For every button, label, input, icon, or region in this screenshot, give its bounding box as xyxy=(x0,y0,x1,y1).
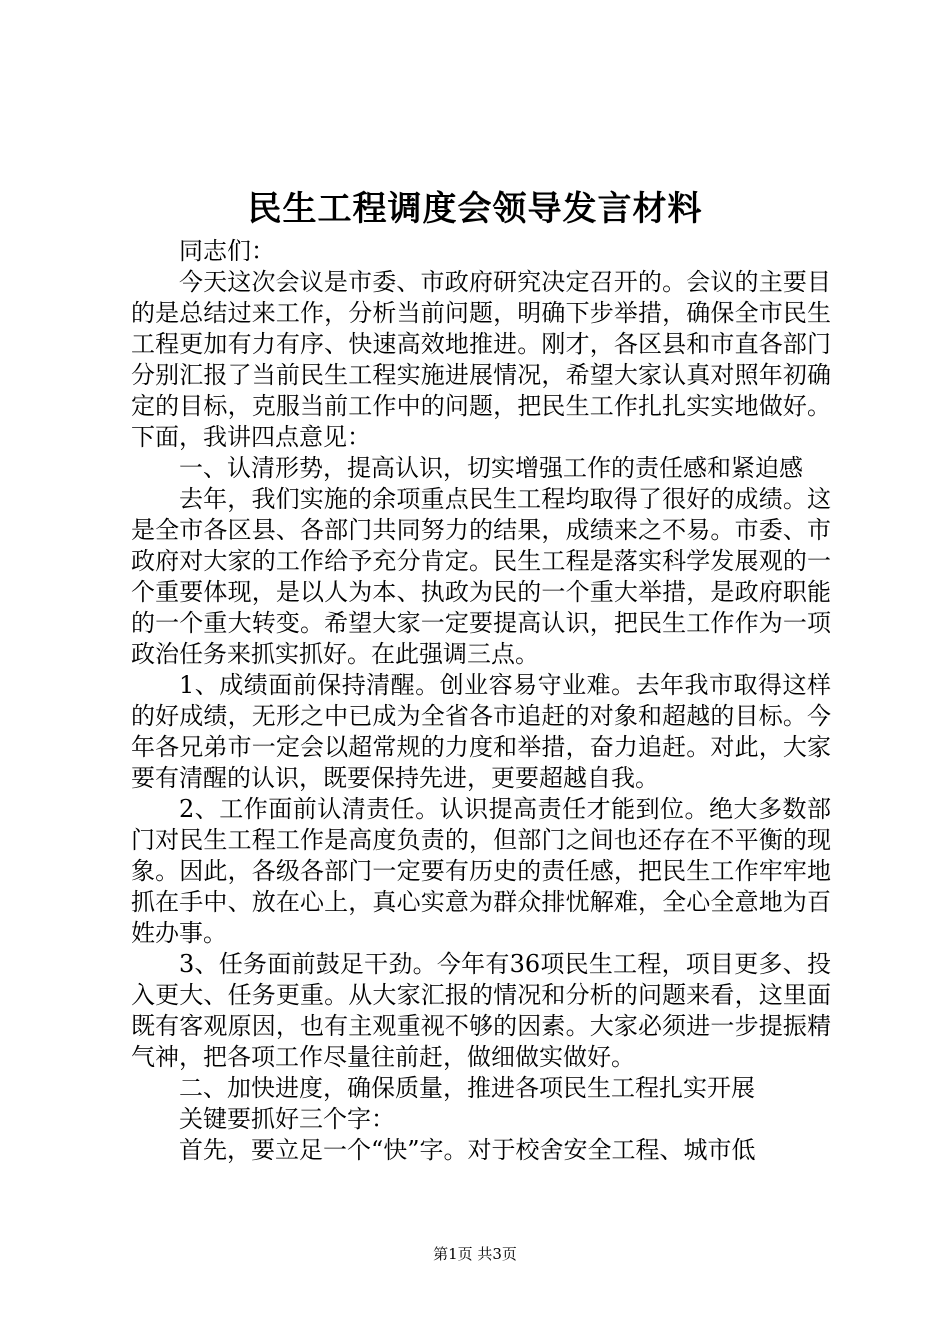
body-paragraph-intro: 今天这次会议是市委、市政府研究决定召开的。会议的主要目的是总结过来工作，分析当前问题，明确下步举措，确保全市民生工程更加有力有序、快速高效地推进。刚才，各区县和市直各部门分别汇报了当前民生工程实施进展情况，希望大家认真对照年初确定的目标，克服当前工作中的问题，把民生工作扎扎实实地做好。下面，我讲四点意见： xyxy=(131,268,831,451)
document-title: 民生工程调度会领导发言材料 xyxy=(247,189,703,229)
page-number-footer: 第1页 共3页 xyxy=(433,1245,517,1263)
list-point-2: 2、工作面前认清责任。认识提高责任才能到位。绝大多数部门对民生工程工作是高度负责的，但部门之间也还存在不平衡的现象。因此，各级各部门一定要有历史的责任感，把民生工作牢牢地抓在手中、放在心上，真心实意为群众排忧解难，全心全意地为百姓办事。 xyxy=(131,795,831,947)
section-heading-2: 二、加快进度，确保质量，推进各项民生工程扎实开展 xyxy=(179,1074,755,1102)
list-point-3: 3、任务面前鼓足干劲。今年有36项民生工程，项目更多、投入更大、任务更重。从大家汇报的情况和分析的问题来看，这里面既有客观原因，也有主观重视不够的因素。大家必须进一步提振精气神，把各项工作尽量往前赶，做细做实做好。 xyxy=(131,950,831,1071)
list-point-1: 1、成绩面前保持清醒。创业容易守业难。去年我市取得这样的好成绩，无形之中已成为全省各市追赶的对象和超越的目标。今年各兄弟市一定会以超常规的力度和举措，奋力追赶。对此，大家要有清醒的认识，既要保持先进，更要超越自我。 xyxy=(131,671,831,792)
salutation: 同志们： xyxy=(179,237,275,265)
body-paragraph: 关键要抓好三个字： xyxy=(179,1105,395,1133)
body-paragraph: 去年，我们实施的余项重点民生工程均取得了很好的成绩。这是全市各区县、各部门共同努力的结果，成绩来之不易。市委、市政府对大家的工作给予充分肯定。民生工程是落实科学发展观的一个重要体现，是以人为本、执政为民的一个重大举措，是政府职能的一个重大转变。希望大家一定要提高认识，把民生工作作为一项政治任务来抓实抓好。在此强调三点。 xyxy=(131,485,831,668)
section-heading-1: 一、认清形势，提高认识，切实增强工作的责任感和紧迫感 xyxy=(179,454,803,482)
document-body xyxy=(131,236,831,1166)
body-paragraph: 首先，要立足一个“快”字。对于校舍安全工程、城市低 xyxy=(179,1136,756,1164)
